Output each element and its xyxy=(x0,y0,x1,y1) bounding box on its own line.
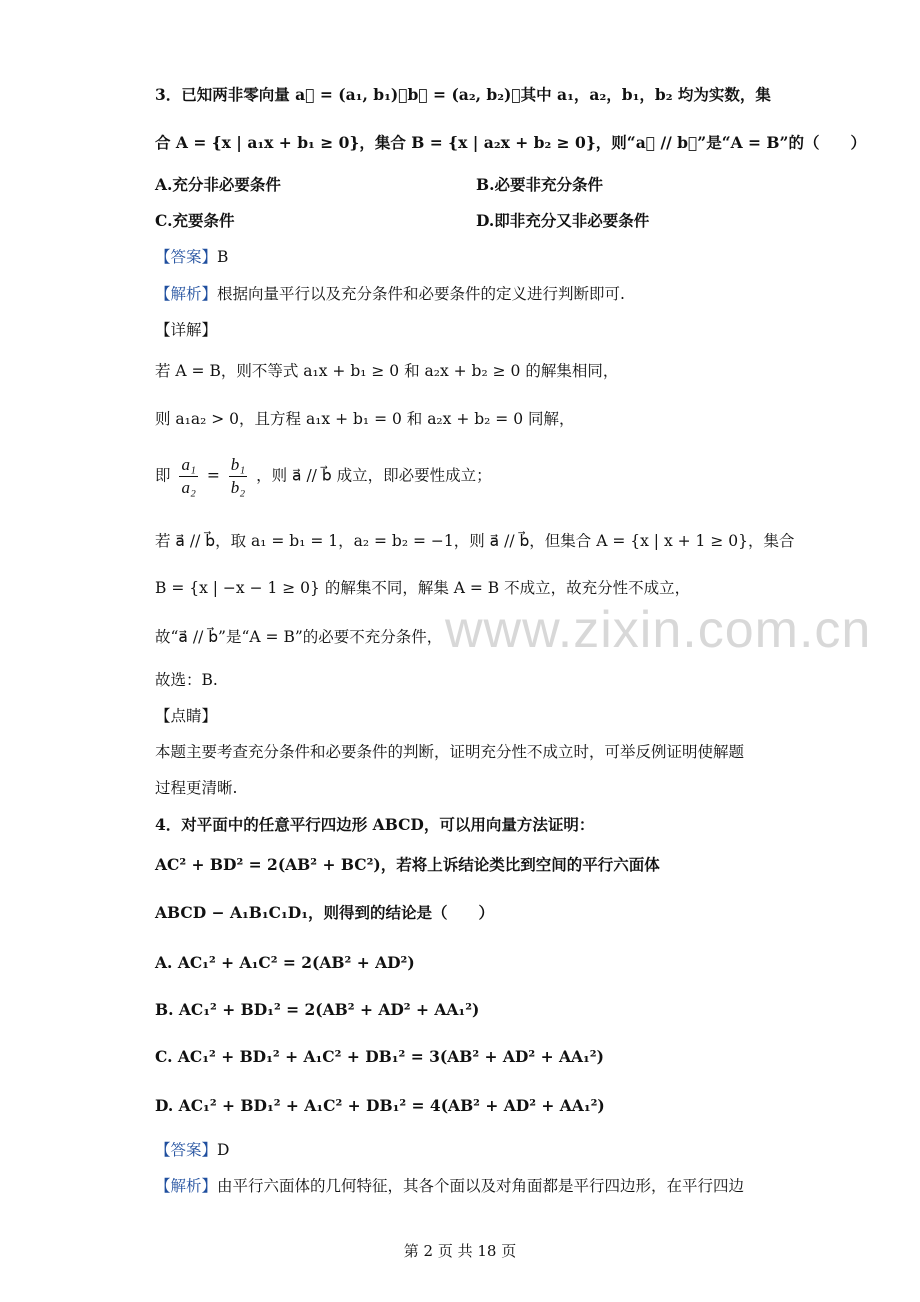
line-text: 由平行六面体的几何特征，其各个面以及对角面都是平行四边形，在平行四边 xyxy=(217,1177,745,1195)
q3-fraction-line xyxy=(155,454,775,499)
section-tag: 【解析】 xyxy=(155,285,218,303)
line-text: A.充分非必要条件 xyxy=(155,175,281,194)
section-tag: 【答案】 xyxy=(155,1141,218,1159)
line-text: 本题主要考查充分条件和必要条件的判断，证明充分性不成立时，可举反例证明使解题 xyxy=(155,743,745,761)
q3-opt-d: D.即非充分又非必要条件 xyxy=(476,211,650,230)
fraction-suffix: ，则 a⃗ // b⃗ 成立，即必要性成立； xyxy=(256,466,492,485)
fraction-a-numerator: a₁ xyxy=(179,454,197,477)
q3-detail-head xyxy=(155,317,775,343)
line-text: AC² + BD² = 2(AB² + BC²)，若将上诉结论类比到空间的平行六面体 xyxy=(155,855,660,874)
q4-stem-3 xyxy=(155,900,775,926)
q4-opt-a xyxy=(155,950,775,976)
q3-answer xyxy=(155,244,775,270)
q4-stem-2 xyxy=(155,852,775,878)
line-text: B = {x | −x − 1 ≥ 0} 的解集不同，解集 A = B 不成立，故充分性不成立， xyxy=(155,579,691,597)
line-text: 4．对平面中的任意平行四边形 ABCD，可以用向量方法证明： xyxy=(155,815,595,834)
line-text: A. AC₁² + A₁C² = 2(AB² + AD²) xyxy=(155,953,415,972)
q4-answer xyxy=(155,1137,775,1163)
q4-opt-d xyxy=(155,1093,775,1119)
line-text: 【点睛】 xyxy=(155,707,218,725)
q4-stem-1 xyxy=(155,812,775,838)
fraction-prefix: 即 xyxy=(155,466,171,485)
line-text: B xyxy=(217,248,229,266)
q3-stem-2 xyxy=(155,130,866,156)
fraction-a-denominator: a₂ xyxy=(181,478,196,497)
page-footer: 第 2 页 共 18 页 xyxy=(403,1242,517,1260)
section-tag: 【解析】 xyxy=(155,1177,218,1195)
line-text: ABCD − A₁B₁C₁D₁，则得到的结论是（ ） xyxy=(155,903,495,922)
line-text: 3．已知两非零向量 a⃗ = (a₁, b₁)，b⃗ = (a₂, b₂)，其中 a₁，a₂，b₁，b₂ 均为实数，集 xyxy=(155,85,771,104)
q3-analysis xyxy=(155,281,775,307)
line-text: B. AC₁² + BD₁² = 2(AB² + AD² + AA₁²) xyxy=(155,1000,480,1019)
line-text: C. AC₁² + BD₁² + A₁C² + DB₁² = 3(AB² + AD² + AA₁²) xyxy=(155,1047,604,1066)
q3-comment-2 xyxy=(155,775,775,801)
fraction-b xyxy=(229,454,247,499)
line-text: 则 a₁a₂ > 0，且方程 a₁x + b₁ = 0 和 a₂x + b₂ = 0 同解， xyxy=(155,410,575,428)
q3-comment-head xyxy=(155,703,775,729)
line-text: 故“a⃗ // b⃗”是“A = B”的必要不充分条件， xyxy=(155,628,443,646)
q3-stem-1 xyxy=(155,82,775,108)
q3-d1 xyxy=(155,358,775,384)
line-text: 若 A = B，则不等式 a₁x + b₁ ≥ 0 和 a₂x + b₂ ≥ 0 的解集相同， xyxy=(155,362,619,380)
watermark: www.zixin.com.cn xyxy=(445,601,872,659)
fraction-b-denominator: b₂ xyxy=(230,478,246,497)
q3-opt-b: B.必要非充分条件 xyxy=(476,175,603,194)
q3-d7 xyxy=(155,667,775,693)
line-text: 【详解】 xyxy=(155,321,218,339)
line-text: 合 A = {x | a₁x + b₁ ≥ 0}，集合 B = {x | a₂x + b₂ ≥ 0}，则“a⃗ // b⃗”是“A = B”的（ ） xyxy=(155,133,866,152)
q3-d2 xyxy=(155,406,775,432)
q3-d4 xyxy=(155,528,795,554)
q3-comment-1 xyxy=(155,739,775,765)
q4-opt-c xyxy=(155,1044,775,1070)
section-tag: 【答案】 xyxy=(155,248,218,266)
q3-d5 xyxy=(155,575,775,601)
line-text: C.充要条件 xyxy=(155,211,235,230)
q4-opt-b xyxy=(155,997,775,1023)
line-text: 若 a⃗ // b⃗，取 a₁ = b₁ = 1，a₂ = b₂ = −1，则 a⃗ // b⃗，但集合 A = {x | x + 1 ≥ 0}，集合 xyxy=(155,532,795,550)
fraction-equals: = xyxy=(206,466,220,485)
line-text: D. AC₁² + BD₁² + A₁C² + DB₁² = 4(AB² + AD² + AA₁²) xyxy=(155,1096,605,1115)
fraction-b-numerator: b₁ xyxy=(229,454,247,477)
q4-analysis xyxy=(155,1173,775,1199)
line-text: D xyxy=(217,1141,230,1159)
line-text: 根据向量平行以及充分条件和必要条件的定义进行判断即可. xyxy=(217,285,625,303)
line-text: 故选：B. xyxy=(155,671,218,689)
fraction-a xyxy=(179,454,197,499)
line-text: 过程更清晰. xyxy=(155,779,238,797)
